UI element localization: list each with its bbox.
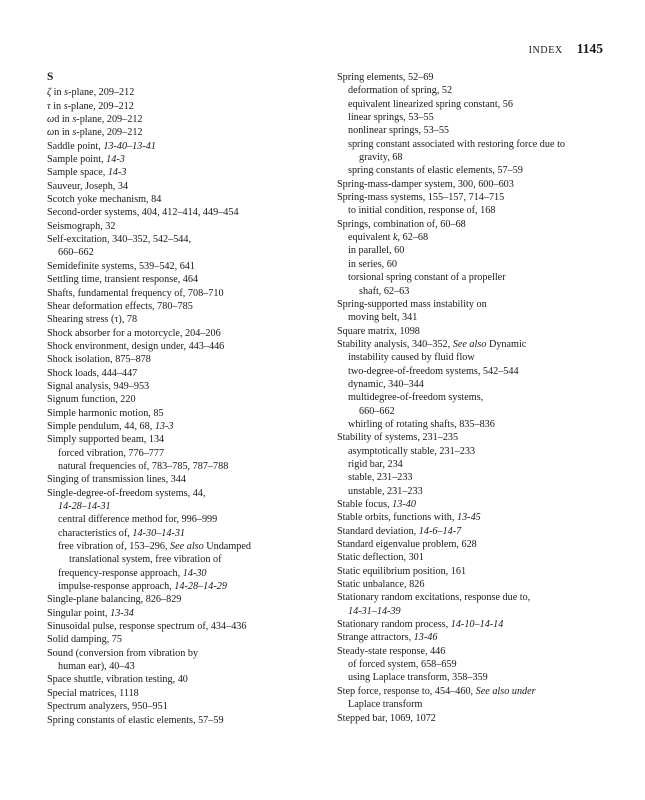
index-entry: Singing of transmission lines, 344	[47, 474, 186, 486]
index-entry: Stationary random process, 14-10–14-14	[337, 619, 504, 631]
running-header	[529, 41, 603, 57]
index-entry: Single-plane balancing, 826–829	[47, 594, 182, 606]
index-entry: Static unbalance, 826	[337, 579, 425, 591]
index-entry-continuation: gravity, 68	[359, 152, 403, 164]
index-entry: Semidefinite systems, 539–542, 641	[47, 260, 195, 272]
page-number: 1145	[576, 41, 603, 56]
index-entry: Spring constants of elastic elements, 57–59	[47, 714, 224, 726]
index-entry-continuation: Laplace transform	[348, 699, 423, 711]
index-entry: Static equilibrium position, 161	[337, 565, 467, 577]
index-entry: Stepped bar, 1069, 1072	[337, 712, 436, 724]
index-entry: Shear deformation effects, 780–785	[47, 300, 193, 312]
index-entry: Stable orbits, functions with, 13-45	[337, 512, 481, 524]
section-letter: S	[47, 71, 54, 83]
index-entry: ωn in s-plane, 209–212	[47, 127, 143, 139]
index-subentry: unstable, 231–233	[348, 485, 423, 497]
index-entry: Special matrices, 1118	[47, 687, 139, 699]
index-entry: Springs, combination of, 60–68	[337, 218, 466, 230]
index-entry: Stable focus, 13-40	[337, 499, 416, 510]
index-entry: Signal analysis, 949–953	[47, 380, 150, 392]
index-entry-continuation: moving belt, 341	[348, 312, 418, 324]
index-entry: Shearing stress (τ), 78	[47, 314, 138, 326]
index-subentry: dynamic, 340–344	[348, 378, 424, 390]
index-entry: Spring-mass-damper system, 300, 600–603	[337, 178, 514, 190]
right-entry-list	[337, 71, 609, 725]
index-subentry: characteristics of, 14-30–14-31	[58, 527, 186, 539]
index-entry: ζ in s-plane, 209–212	[47, 87, 135, 99]
index-entry: Square matrix, 1098	[337, 325, 420, 337]
index-entry-continuation: 14-31–14-39	[348, 605, 401, 617]
index-subentry: forced vibration, 776–777	[58, 447, 165, 459]
index-subentry: whirling of rotating shafts, 835–836	[348, 418, 495, 430]
index-entry: Saddle point, 13-40–13-41	[47, 140, 156, 152]
index-subentry: stable, 231–233	[348, 472, 413, 484]
index-subentry: in parallel, 60	[348, 245, 405, 257]
index-entry: Seismograph, 32	[47, 220, 116, 232]
index-subentry: two-degree-of-freedom systems, 542–544	[348, 365, 519, 377]
index-entry: Steady-state response, 446	[337, 645, 446, 657]
index-entry: Simple pendulum, 44, 68, 13-3	[47, 420, 174, 432]
index-entry: Spring-supported mass instability on	[337, 298, 487, 310]
index-entry: Signum function, 220	[47, 394, 136, 406]
index-entry: Static deflection, 301	[337, 552, 424, 564]
index-subentry: free vibration of, 153–296, See also Undamped	[58, 541, 251, 553]
index-entry-continuation: translational system, free vibration of	[69, 554, 222, 566]
index-subentry: rigid bar, 234	[348, 458, 403, 470]
index-entry: Spring elements, 52–69	[337, 72, 434, 83]
index-subentry: deformation of spring, 52	[348, 85, 453, 97]
index-subentry: nonlinear springs, 53–55	[348, 125, 450, 137]
index-entry: Standard eigenvalue problem, 628	[337, 539, 477, 551]
index-subentry: using Laplace transform, 358–359	[348, 672, 488, 684]
index-entry-continuation: human ear), 40–43	[58, 661, 135, 673]
index-entry: Sauveur, Joseph, 34	[47, 180, 129, 192]
index-subentry: to initial condition, response of, 168	[348, 205, 496, 217]
index-subentry: of forced system, 658–659	[348, 659, 457, 671]
index-entry: Sinusoidal pulse, response spectrum of, 434–436	[47, 621, 247, 633]
index-subentry: central difference method for, 996–999	[58, 514, 218, 526]
index-subentry: asymptotically stable, 231–233	[348, 445, 476, 457]
index-entry: Simple harmonic motion, 85	[47, 407, 164, 419]
index-entry: Step force, response to, 454–460, See also under	[337, 685, 536, 697]
index-entry-continuation: 660–662	[58, 247, 94, 259]
index-subentry: natural frequencies of, 783–785, 787–788	[58, 460, 229, 472]
index-subentry: spring constants of elastic elements, 57–59	[348, 165, 523, 177]
index-subentry: frequency-response approach, 14-30	[58, 567, 207, 579]
header-label: INDEX	[528, 45, 563, 56]
index-subentry: equivalent linearized spring constant, 56	[348, 98, 513, 110]
index-entry: Shock environment, design under, 443–446	[47, 340, 225, 352]
index-subentry: spring constant associated with restoring force due to	[348, 138, 565, 150]
index-entry: Shafts, fundamental frequency of, 708–710	[47, 287, 224, 299]
index-entry: Self-excitation, 340–352, 542–544,	[47, 234, 192, 246]
index-subentry: equivalent k, 62–68	[348, 232, 429, 244]
index-entry: Singular point, 13-34	[47, 607, 134, 619]
index-entry: Simply supported beam, 134	[47, 434, 165, 446]
index-subentry: in series, 60	[348, 258, 397, 270]
index-column-right	[337, 71, 609, 725]
index-entry: Scotch yoke mechanism, 84	[47, 194, 162, 206]
left-entry-list	[47, 86, 319, 727]
index-entry: Stability analysis, 340–352, See also Dynamic	[337, 338, 527, 350]
index-entry: Stationary random excitations, response due to,	[337, 592, 531, 604]
index-entry: Space shuttle, vibration testing, 40	[47, 674, 188, 686]
index-subentry: impulse-response approach, 14-28–14-29	[58, 581, 227, 593]
index-entry-continuation: 660–662	[359, 405, 395, 417]
index-entry: Strange attractors, 13-46	[337, 632, 438, 644]
index-entry-continuation: shaft, 62–63	[359, 285, 410, 297]
index-entry: Shock isolation, 875–878	[47, 354, 151, 366]
index-column-left	[47, 71, 319, 727]
index-subentry: linear springs, 53–55	[348, 112, 434, 124]
index-entry: Second-order systems, 404, 412–414, 449–454	[47, 207, 239, 219]
index-subentry: torsional spring constant of a propeller	[348, 272, 506, 284]
index-entry: Stability of systems, 231–235	[337, 432, 459, 444]
index-entry: Shock loads, 444–447	[47, 367, 138, 379]
index-entry-continuation: 14-28–14-31	[58, 501, 111, 512]
index-entry: Spectrum analyzers, 950–951	[47, 701, 168, 713]
index-entry: Settling time, transient response, 464	[47, 274, 199, 286]
index-entry: τ in s-plane, 209–212	[47, 100, 134, 112]
index-entry: Shock absorber for a motorcycle, 204–206	[47, 327, 221, 339]
index-entry: ωd in s-plane, 209–212	[47, 114, 143, 126]
index-entry: Standard deviation, 14-6–14-7	[337, 525, 462, 537]
index-entry: Solid damping, 75	[47, 634, 122, 646]
index-entry: Sample space, 14-3	[47, 167, 127, 179]
index-entry: Sound (conversion from vibration by	[47, 647, 199, 659]
index-entry-continuation: instability caused by fluid flow	[348, 352, 475, 364]
index-subentry: multidegree-of-freedom systems,	[348, 392, 484, 404]
index-entry: Single-degree-of-freedom systems, 44,	[47, 487, 206, 499]
index-entry: Spring-mass systems, 155–157, 714–715	[337, 192, 505, 204]
index-entry: Sample point, 14-3	[47, 154, 125, 166]
